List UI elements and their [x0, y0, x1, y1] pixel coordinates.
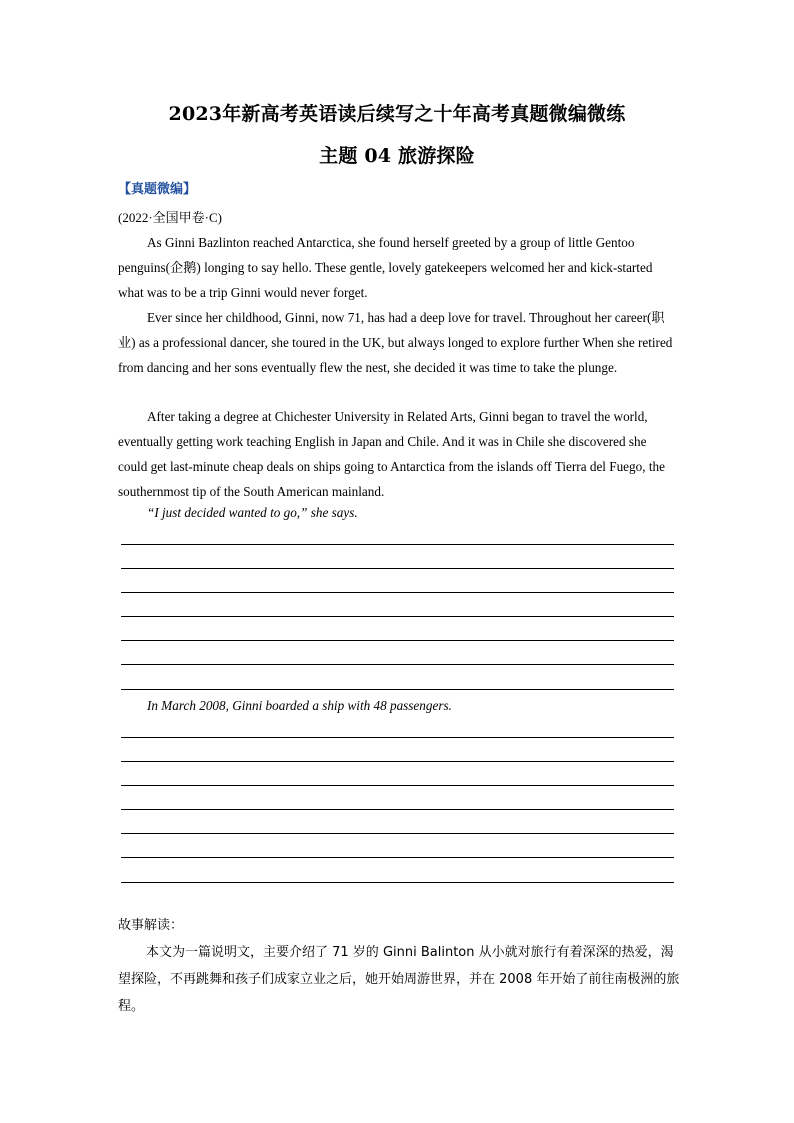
writing-line[interactable] [121, 664, 674, 665]
exam-source: (2022·全国甲卷·C) [118, 210, 222, 225]
analysis-body: 本文为一篇说明文，主要介绍了 71 岁的 Ginni Balinton 从小就对旅行有着深深的热爱，渴望探险，不再跳舞和孩子们成家立业之后，她开始周游世界，并在 2008 年开始了前往南极洲的旅程。 [118, 945, 680, 1014]
writing-line[interactable] [121, 809, 674, 810]
continuation-prompt-1: “I just decided wanted to go,” she says. [147, 505, 358, 520]
document-subtitle: 主题 04 旅游探险 [319, 145, 475, 167]
passage-paragraph-1 [118, 230, 678, 305]
paragraph-text: Ever since her childhood, Ginni, now 71, has had a deep love for travel. Throughout her career(职业) as a professional dancer, she toured in the UK, but always longed to explore further When she retired from dancing and her sons eventually flew the nest, she decided it was time to take the plunge. [118, 310, 673, 375]
writing-line[interactable] [121, 857, 674, 858]
writing-line[interactable] [121, 737, 674, 738]
writing-line[interactable] [121, 833, 674, 834]
analysis-label: 故事解读： [118, 918, 184, 933]
passage-paragraph-2 [118, 305, 678, 380]
paragraph-text: As Ginni Bazlinton reached Antarctica, she found herself greeted by a group of little Gentoo penguins(企鹅) longing to say hello. These gentle, lovely gatekeepers welcomed her and kick-started what was to be a trip Ginni would never forget. [118, 235, 653, 300]
writing-line[interactable] [121, 640, 674, 641]
writing-line[interactable] [121, 544, 674, 545]
writing-line[interactable] [121, 882, 674, 883]
writing-line[interactable] [121, 568, 674, 569]
paragraph-text: After taking a degree at Chichester University in Related Arts, Ginni began to travel the world, eventually getting work teaching English in Japan and Chile. And it was in Chile she discovered she could get last-minute cheap deals on ships going to Antarctica from the islands off Tierra del Fuego, the southernmost tip of the South American mainland. [118, 409, 665, 499]
writing-line[interactable] [121, 761, 674, 762]
writing-line[interactable] [121, 689, 674, 690]
passage-paragraph-3 [118, 404, 678, 504]
writing-line[interactable] [121, 616, 674, 617]
writing-line[interactable] [121, 592, 674, 593]
document-title: 2023年新高考英语读后续写之十年高考真题微编微练 [168, 103, 626, 125]
continuation-prompt-2: In March 2008, Ginni boarded a ship with 48 passengers. [147, 698, 452, 713]
writing-line[interactable] [121, 785, 674, 786]
section-tag: 【真题微编】 [118, 182, 197, 197]
analysis-text [118, 939, 684, 1020]
